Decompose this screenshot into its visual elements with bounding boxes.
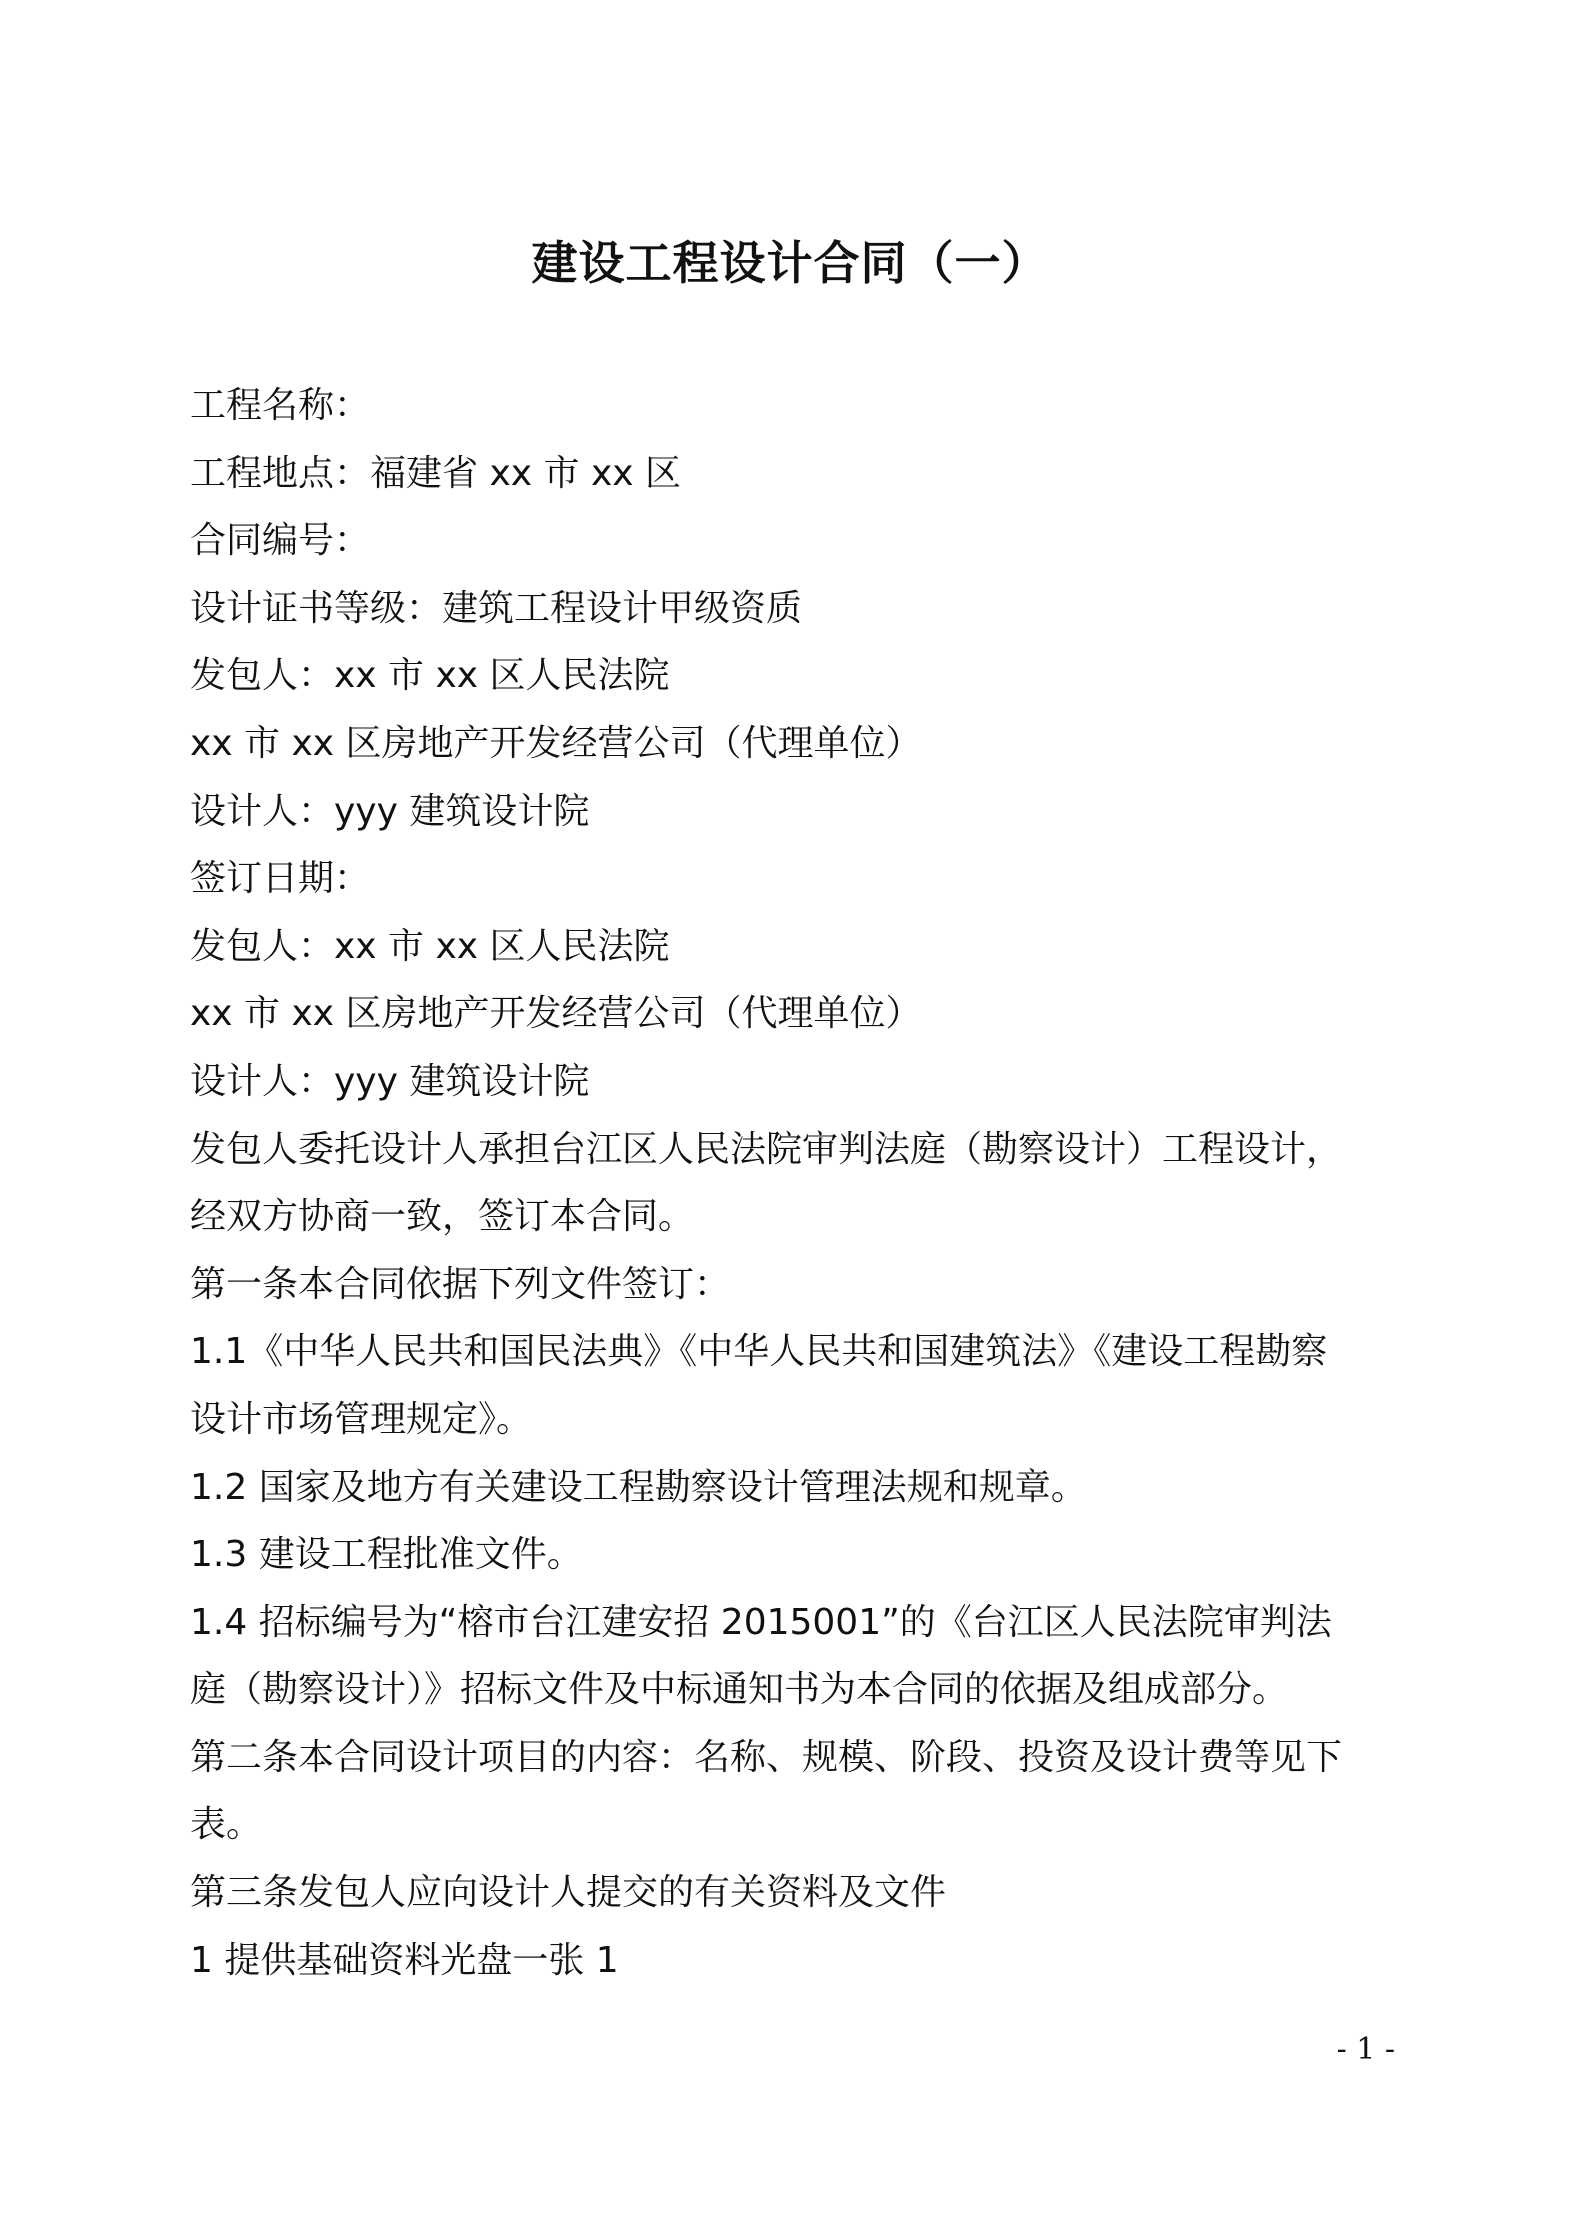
text-line: 设计人：yyy 建筑设计院 [190,790,590,832]
text-line: xx 市 xx 区房地产开发经营公司（代理单位） [190,722,922,764]
text-line: 发包人：xx 市 xx 区人民法院 [190,925,670,967]
document-title: 建设工程设计合同（一） [531,236,1049,290]
text-line: xx 市 xx 区房地产开发经营公司（代理单位） [190,993,922,1035]
text-line: 1.2 国家及地方有关建设工程勘察设计管理法规和规章。 [190,1466,1087,1508]
document-body [190,372,1410,1994]
text-line: 发包人委托设计人承担台江区人民法院审判法庭（勘察设计）工程设计， [190,1128,1343,1170]
text-line: 设计证书等级：建筑工程设计甲级资质 [190,587,803,629]
text-line: 设计市场管理规定》。 [190,1398,533,1440]
text-line: 1 提供基础资料光盘一张 1 [190,1939,619,1981]
text-line: 1.3 建设工程批准文件。 [190,1534,583,1576]
text-line: 表。 [190,1804,263,1846]
text-line: 工程地点：福建省 xx 市 xx 区 [190,452,681,494]
text-line: 第三条发包人应向设计人提交的有关资料及文件 [190,1872,947,1914]
text-line: 第一条本合同依据下列文件签订： [190,1263,731,1305]
text-line: 合同编号： [190,520,371,562]
text-line: 发包人：xx 市 xx 区人民法院 [190,655,670,697]
text-line: 签订日期： [190,858,371,900]
text-line: 第二条本合同设计项目的内容：名称、规模、阶段、投资及设计费等见下 [190,1736,1343,1778]
text-line: 工程名称： [190,385,371,426]
text-line: 庭（勘察设计）》招标文件及中标通知书为本合同的依据及组成部分。 [190,1669,1289,1711]
text-line: 经双方协商一致，签订本合同。 [190,1196,695,1238]
text-line: 1.4 招标编号为“榕市台江建安招 2015001”的《台江区人民法院审判法 [190,1601,1332,1643]
text-line: 设计人：yyy 建筑设计院 [190,1060,590,1102]
page-number: - 1 - [1336,2032,1395,2067]
text-line: 1.1《中华人民共和国民法典》《中华人民共和国建筑法》《建设工程勘察 [190,1331,1328,1373]
